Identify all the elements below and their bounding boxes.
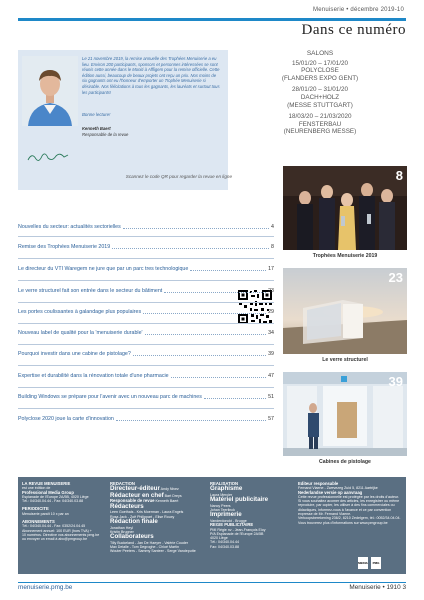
colophon-logos [358,557,381,569]
toc-item-page: 23 [268,288,274,294]
thumb-caption: Trophées Menuiserie 2019 [312,253,378,259]
toc-item-page: 57 [268,416,274,422]
toc-item-label: Pourquoi investir dans une cabine de pistolage? [18,351,131,357]
bottom-rule [18,582,406,583]
pmg-logo-icon: PMG [371,557,381,569]
toc-item-label: Expertise et durabilité dans la rénovation totale d'une pharmacie [18,373,169,379]
thumb-cabines-pistolage[interactable] [283,372,407,456]
qr-caption: Scannez le code QR pour regarder la revue en ligne [125,174,232,179]
toc-item[interactable] [18,416,274,422]
salons-title: SALONS [306,50,334,57]
toc-item-label: Nouveau label de qualité pour la 'menuiserie durable' [18,330,143,336]
salon-item [234,86,406,109]
website-link[interactable]: menuiserie.pmg.be [18,584,73,591]
salon-name: DACH+HOLZ [300,93,340,101]
salon-place: (FLANDERS EXPO GENT) [281,74,359,82]
toc-item[interactable] [18,330,274,336]
salon-dates: 15/01/20 – 17/01/20 [291,59,349,67]
editorial-thanks: Bonne lecture! [82,112,111,117]
salon-dates: 18/03/20 – 21/03/2020 [288,113,352,121]
colophon-col-editor: Editeur responsable Fernand Viaene - Zwevezeg Zuid 5, 8211 Aartrijke Nederlandse versie op aanvraag Cette revue professionnelle est protégée par les droits d'auteur. Si vous souhaitez acomer des articles, les enregistrer ou même reproduire, par copier, les utiliser à des fins commerciales ou didactiques, informez-vous à l'avance et ce par convention expresse de Mr. Fernand Viaene. Verkoopsberekening 236/2, 8210 Zedelgem, tél.: 0052/34.04.04. Vous trouverez plus d'informations sur www.pmgroup.be [298,481,401,525]
colophon-col-realisation: REALISATION Graphisme Laura Mercier Matériel publicitaire Nancy Peers Johan Teerlinck Imprimerie Vanderdonckt - Brugge REGIE PUBLICITAIRE PMI Régie nv - Jean-François Eloy P/A Esplanade de l'Europe 2A/5B 4020 Liège Tél.: 04/340.04.44 Fax: 04/340.03.88 [210,481,269,549]
toc-item-label: Nouvelles du secteur: actualités sectorielles [18,224,121,230]
editorial-text: Le 21 novembre 2019, la remise annuelle des Trophées Menuiserie a eu lieu. Environ 200 participants, sponsors et personnes intéressées se sont réunis cette année dans le Moniti à Affligem pour la remise officielle. Cette édition aussi, beaucoup de beaux projets ont reçu un prix. Nos moins de six gagnants ont eu l'honneur d'emporter un Trophée Menuiserie si désirable. Nos félicitations à tous les gagnants, les lauréats et surtout tous les participants! [82,56,220,95]
toc-item-label: Le directeur du VTI Waregem ne jure que par un parc tres technologique [18,266,189,272]
toc-item[interactable] [18,373,274,379]
header-rule [18,18,406,21]
toc-item-label: Polyclose 2020 joue la carte d'innovation [18,416,114,422]
thumb-page-number: 39 [388,374,403,389]
editor-signature [26,150,70,169]
toc-item[interactable] [18,351,274,357]
editorial-box [18,50,228,190]
editor-photo [22,56,78,126]
salon-item [234,113,406,136]
toc-item-page: 51 [268,394,274,400]
salon-dates: 28/01/20 – 31/01/20 [291,86,349,94]
toc-item-label: Les portes coulissantes à galandage plus populaires [18,309,142,315]
toc-item-page: 34 [268,330,274,336]
colophon [18,477,406,574]
toc-item-label: Remise des Trophées Menuiserie 2019 [18,244,111,250]
toc-item-page: 47 [268,373,274,379]
editor-name: Kenneth Baert [82,126,111,131]
page-number: Menuiserie • 1910 3 [349,584,406,591]
salon-place: (NEURENBERG MESSE) [283,128,357,136]
toc-item[interactable] [18,244,274,250]
colophon-col-redaction: REDACTION Directeur-éditeur Andy Nivez Rédacteur en chef Bart Dreys Responsable de revue Kenneth Baert Rédacteurs Leen Goethals - Kris Moerman - Laura Engels Rosa Jack - Zoë Philippart - Elise Rouxy Rédaction finale Jonathan Heyl Kristin Brugner Collaborateurs Tilly Buckeland - Jan De Haeyer - Valérie Couder Max Delalle - Tom Degroghe - Chloé Martin Wouter Peeters - Sammy Santeer - Serge Vandeputte [110,481,196,554]
editor-role: Responsable de la revue [82,132,129,137]
thumb-page-number: 8 [395,168,403,183]
toc-item-page: 8 [271,244,274,250]
toc-item[interactable] [18,266,274,272]
header-small: Menuiserie • décembre 2019-10 [313,7,404,13]
toc-item[interactable] [18,394,274,400]
toc-item-page: 17 [268,266,274,272]
toc-item-label: Building Windows se prépare pour l'avenir avec un nouveau parc de machines [18,394,202,400]
media-logo-icon: MEDIA [358,557,368,569]
thumb-caption: Le verre structurel [322,357,368,363]
salons-list [234,50,406,140]
thumb-caption: Cabines de pistolage [319,459,371,465]
salon-name: FENSTERBAU [298,120,342,128]
salon-place: (MESSE STUTTGART) [287,101,353,109]
toc-item[interactable] [18,288,274,294]
thumb-trophees[interactable] [283,166,407,250]
toc-item-page: 39 [268,351,274,357]
colophon-col-publisher: LA REVUE MENUISERIE est une édition de Professional Media Group Esplanade de l'Europe 2A/5B, 4020 Liège Tél.: 04/340.04.44 - Fax: 04/340.03.88 PERIODICITE Menuiserie paraît 10 x par an ABONNEMENTS Tél.: 04/340.04.44 - Fax: 0352/24.04.45 Abonnement annuel: 100 EUR (hors TVA) + 10 numéros. Directive vos abonnements pmg.be ou envoyer un email à abo@pmgroup.be [22,481,100,542]
toc-item[interactable] [18,309,274,315]
toc-item-label: Le verre structurel fait son entrée dans le secteur du bâtiment [18,288,163,294]
salon-name: POLYCLOSE [301,67,339,75]
toc-item-page: 29 [268,309,274,315]
thumb-page-number: 23 [388,270,403,285]
toc-item[interactable] [18,224,274,230]
thumb-verre-structurel[interactable] [283,268,407,354]
toc-item-page: 4 [271,224,274,230]
salon-item [234,60,406,83]
page-title: Dans ce numéro [301,22,406,38]
